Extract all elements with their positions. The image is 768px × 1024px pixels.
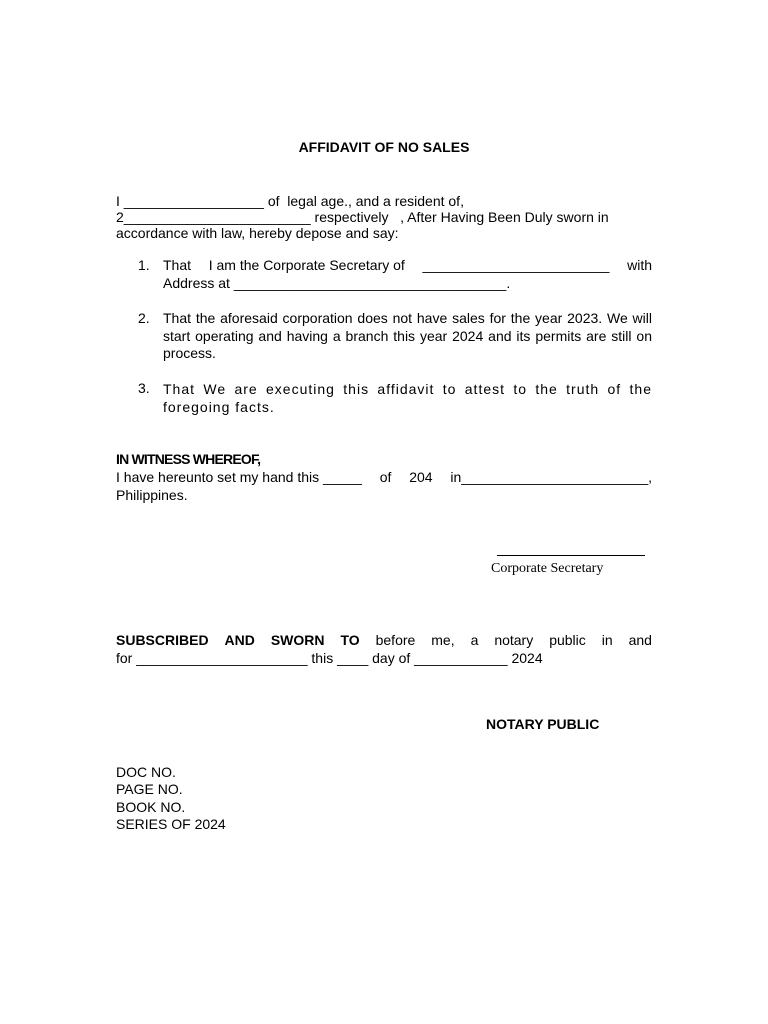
item-1-phrase: I am the Corporate Secretary of [208,257,405,273]
witness-heading: IN WITNESS WHEREOF, [116,451,261,467]
witness-text-c: 204 [409,469,433,485]
witness-row-1 [116,469,652,486]
intro-line-2: 2________________________ respectively , After Having Been Duly sworn in [116,209,609,225]
jurat-word: notary [494,632,534,648]
jurat-word: SUBSCRIBED [116,632,209,648]
jurat-row-1 [116,632,652,649]
jurat-word: a [470,632,479,648]
jurat-word: public [549,632,586,648]
jurat-word: SWORN [270,632,325,648]
list-item-number: 3. [138,380,150,396]
list-item-text: That We are executing this affidavit to attest to the truth of the foregoing facts. [163,381,652,415]
page-no: PAGE NO. [116,781,183,797]
item-1-word-with: with [627,257,652,273]
list-item-text: That the aforesaid corporation does not have sales for the year 2023. We will start operating and having a branch this year 2024 and its permits are still on process. [163,310,652,361]
doc-no: DOC NO. [116,764,176,780]
jurat-word: TO [340,632,360,648]
witness-text-d: in________________________, [450,469,652,485]
witness-text-a: I have hereunto set my hand this _____ [116,469,362,485]
document-title: AFFIDAVIT OF NO SALES [298,139,470,155]
signature-label: Corporate Secretary [491,561,604,576]
intro-line-1: I __________________ of legal age., and a resident of, [116,193,464,209]
jurat-line-2: for ______________________ this ____ day of ____________ 2024 [116,650,543,666]
item-1-blank: ________________________ [422,257,610,273]
intro-line-3: accordance with law, hereby depose and say: [116,225,399,241]
jurat-word: in [601,632,613,648]
witness-line-2: Philippines. [116,487,188,503]
jurat-word: before [375,632,416,648]
witness-text-b: of [379,469,392,485]
notary-public-label: NOTARY PUBLIC [486,716,600,732]
jurat-word: me, [431,632,455,648]
list-item-number: 1. [138,257,150,273]
item-1-row-2: Address at ___________________________________. [163,275,511,291]
book-no: BOOK NO. [116,799,186,815]
jurat-word: and [628,632,652,648]
item-1-row-1 [163,257,652,275]
series: SERIES OF 2024 [116,816,226,832]
list-item-number: 2. [138,310,150,326]
signature-line [497,555,645,556]
jurat-word: AND [224,632,255,648]
item-1-word: That [163,257,192,273]
